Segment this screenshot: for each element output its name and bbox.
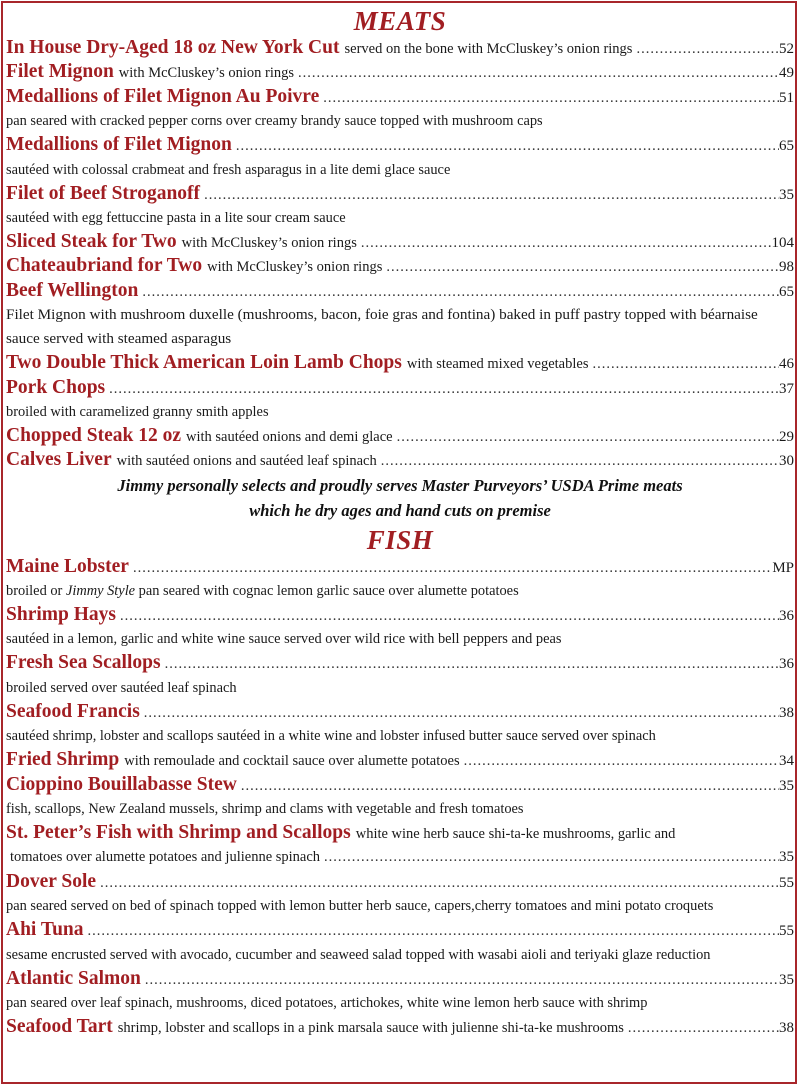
menu-item bbox=[0, 918, 800, 942]
menu-item bbox=[0, 870, 800, 894]
item-name: Sliced Steak for Two bbox=[6, 230, 177, 252]
item-price: 46 bbox=[779, 356, 794, 373]
item-inline-desc: served on the bone with McCluskey’s onion rings bbox=[344, 41, 633, 57]
item-inline-desc: with McCluskey’s onion rings bbox=[181, 234, 357, 251]
item-name: Calves Liver bbox=[6, 449, 112, 471]
item-name: Beef Wellington bbox=[6, 279, 139, 301]
leader-dots bbox=[204, 183, 779, 206]
item-inline-desc: tomatoes over alumette potatoes and julienne spinach bbox=[10, 849, 321, 866]
leader-dots bbox=[236, 134, 779, 157]
item-inline-desc: with sautéed onions and demi glace bbox=[186, 428, 393, 445]
item-name: Pork Chops bbox=[6, 376, 106, 398]
leader-dots bbox=[323, 86, 779, 109]
item-price: 104 bbox=[771, 234, 794, 251]
leader-dots bbox=[88, 919, 779, 942]
leader-dots bbox=[464, 749, 779, 772]
desc-suffix: pan seared with cognac lemon garlic sauce over alumette potatoes bbox=[135, 583, 519, 600]
menu-item bbox=[0, 651, 800, 675]
leader-dots bbox=[142, 280, 779, 303]
item-price: 51 bbox=[779, 89, 794, 106]
item-price: 55 bbox=[779, 923, 794, 940]
item-description: sesame encrusted served with avocado, cucumber and seaweed salad topped with wasabi aioli and teriyaki glaze reduction bbox=[6, 946, 711, 963]
menu-item bbox=[0, 603, 800, 627]
menu-item bbox=[0, 1015, 800, 1039]
menu-item bbox=[0, 773, 800, 797]
menu-item bbox=[0, 748, 800, 772]
item-price: 52 bbox=[779, 41, 794, 57]
item-description bbox=[0, 579, 800, 603]
menu-item bbox=[0, 133, 800, 157]
leader-dots bbox=[165, 652, 779, 675]
item-name: Atlantic Salmon bbox=[6, 967, 141, 989]
prime-meats-note-line2: which he dry ages and hand cuts on premise bbox=[249, 500, 551, 520]
item-price: 65 bbox=[779, 283, 794, 300]
item-price: 38 bbox=[779, 1019, 794, 1036]
item-name: Chopped Steak 12 oz bbox=[6, 424, 181, 446]
leader-dots bbox=[298, 61, 779, 84]
menu-item bbox=[0, 351, 800, 375]
item-name: Two Double Thick American Loin Lamb Chops bbox=[6, 352, 402, 374]
section-title-fish: FISH bbox=[366, 524, 434, 555]
leader-dots bbox=[120, 604, 779, 627]
item-name: St. Peter’s Fish with Shrimp and Scallops bbox=[6, 822, 351, 844]
section-title-meats: MEATS bbox=[353, 6, 447, 36]
item-inline-desc: with McCluskey’s onion rings bbox=[207, 259, 383, 276]
leader-dots bbox=[109, 377, 779, 400]
item-price: 36 bbox=[779, 656, 794, 673]
item-inline-desc: with sautéed onions and sautéed leaf spinach bbox=[116, 453, 377, 470]
item-price: 35 bbox=[779, 971, 794, 988]
item-name: In House Dry-Aged 18 oz New York Cut bbox=[6, 37, 340, 58]
item-price: 98 bbox=[779, 259, 794, 276]
item-name: Filet of Beef Stroganoff bbox=[6, 182, 201, 204]
item-name: Filet Mignon bbox=[6, 61, 114, 83]
leader-dots bbox=[628, 1016, 779, 1039]
item-name: Ahi Tuna bbox=[6, 919, 84, 941]
leader-dots bbox=[381, 449, 779, 472]
leader-dots bbox=[324, 845, 779, 869]
leader-dots bbox=[636, 37, 779, 60]
item-name: Dover Sole bbox=[6, 870, 97, 892]
menu-item bbox=[0, 279, 800, 303]
item-price: 55 bbox=[779, 874, 794, 891]
item-price: 35 bbox=[779, 186, 794, 203]
menu-item bbox=[0, 60, 800, 84]
leader-dots bbox=[361, 231, 772, 254]
item-description: broiled with caramelized granny smith apples bbox=[6, 403, 269, 420]
item-description: pan seared served on bed of spinach topped with lemon butter herb sauce, capers,cherry tomatoes and mini potato croquets bbox=[6, 898, 714, 915]
menu-item bbox=[0, 448, 800, 472]
item-name: Medallions of Filet Mignon bbox=[6, 134, 232, 156]
item-price: 37 bbox=[779, 380, 794, 397]
leader-dots bbox=[241, 774, 779, 797]
item-inline-desc: shrimp, lobster and scallops in a pink marsala sauce with julienne shi-ta-ke mushrooms bbox=[117, 1019, 624, 1036]
item-description: sautéed with colossal crabmeat and fresh asparagus in a lite demi glace sauce bbox=[6, 161, 451, 178]
menu-item bbox=[0, 424, 800, 448]
leader-dots bbox=[145, 968, 779, 991]
item-price: 38 bbox=[779, 704, 794, 721]
menu-item bbox=[0, 700, 800, 724]
jimmy-style-emphasis: Jimmy Style bbox=[65, 583, 136, 600]
item-price: 35 bbox=[779, 849, 794, 866]
item-price: 34 bbox=[779, 753, 794, 770]
item-price: MP bbox=[772, 559, 794, 576]
prime-meats-note-line1: Jimmy personally selects and proudly serves Master Purveyors’ USDA Prime meats bbox=[117, 475, 683, 495]
menu-item bbox=[0, 230, 800, 254]
item-description: sautéed in a lemon, garlic and white wine sauce served over wild rice with bell peppers and peas bbox=[6, 631, 562, 648]
item-price: 49 bbox=[779, 65, 794, 82]
item-inline-desc: white wine herb sauce shi-ta-ke mushrooms, garlic and bbox=[355, 826, 676, 843]
item-name: Chateaubriand for Two bbox=[6, 255, 203, 277]
item-name: Seafood Tart bbox=[6, 1015, 113, 1037]
item-description: broiled served over sautéed leaf spinach bbox=[6, 679, 237, 696]
item-name: Cioppino Bouillabasse Stew bbox=[6, 773, 237, 795]
leader-dots bbox=[397, 425, 779, 448]
item-name: Maine Lobster bbox=[6, 555, 129, 577]
menu-item bbox=[0, 821, 800, 845]
menu-item bbox=[0, 36, 800, 60]
desc-prefix: broiled or bbox=[6, 583, 66, 600]
menu-item bbox=[0, 85, 800, 109]
item-description: pan seared with cracked pepper corns over creamy brandy sauce topped with mushroom caps bbox=[6, 113, 543, 130]
item-name: Fried Shrimp bbox=[6, 749, 120, 771]
item-price: 65 bbox=[779, 138, 794, 155]
item-description: sautéed with egg fettuccine pasta in a lite sour cream sauce bbox=[6, 209, 346, 226]
menu-item bbox=[0, 555, 800, 579]
item-name: Medallions of Filet Mignon Au Poivre bbox=[6, 85, 320, 107]
leader-dots bbox=[592, 352, 779, 375]
menu-item bbox=[0, 376, 800, 400]
menu-item bbox=[0, 254, 800, 278]
item-inline-desc: with McCluskey’s onion rings bbox=[118, 65, 295, 82]
leader-dots bbox=[144, 701, 779, 724]
menu-item bbox=[0, 182, 800, 206]
item-name: Shrimp Hays bbox=[6, 604, 116, 626]
item-price: 29 bbox=[779, 428, 794, 445]
item-name: Seafood Francis bbox=[6, 700, 140, 722]
menu-item-continued bbox=[0, 845, 800, 869]
item-description: Filet Mignon with mushroom duxelle (mushrooms, bacon, foie gras and fontina) baked in puff pastry topped with béarnaise sauce served with steamed asparagus bbox=[6, 306, 758, 348]
item-price: 36 bbox=[779, 608, 794, 625]
leader-dots bbox=[100, 871, 779, 894]
item-name: Fresh Sea Scallops bbox=[6, 652, 161, 674]
leader-dots bbox=[133, 556, 772, 579]
item-description: pan seared over leaf spinach, mushrooms, diced potatoes, artichokes, white wine lemon herb sauce with shrimp bbox=[6, 994, 648, 1011]
menu-item bbox=[0, 967, 800, 991]
item-inline-desc: with steamed mixed vegetables bbox=[406, 356, 589, 373]
item-price: 35 bbox=[779, 777, 794, 794]
leader-dots bbox=[386, 255, 779, 278]
item-inline-desc: with remoulade and cocktail sauce over alumette potatoes bbox=[124, 753, 460, 770]
item-description: fish, scallops, New Zealand mussels, shrimp and clams with vegetable and fresh tomatoes bbox=[6, 801, 524, 818]
item-price: 30 bbox=[779, 453, 794, 470]
item-description: sautéed shrimp, lobster and scallops sautéed in a white wine and lobster infused butter sauce served over spinach bbox=[6, 728, 656, 745]
